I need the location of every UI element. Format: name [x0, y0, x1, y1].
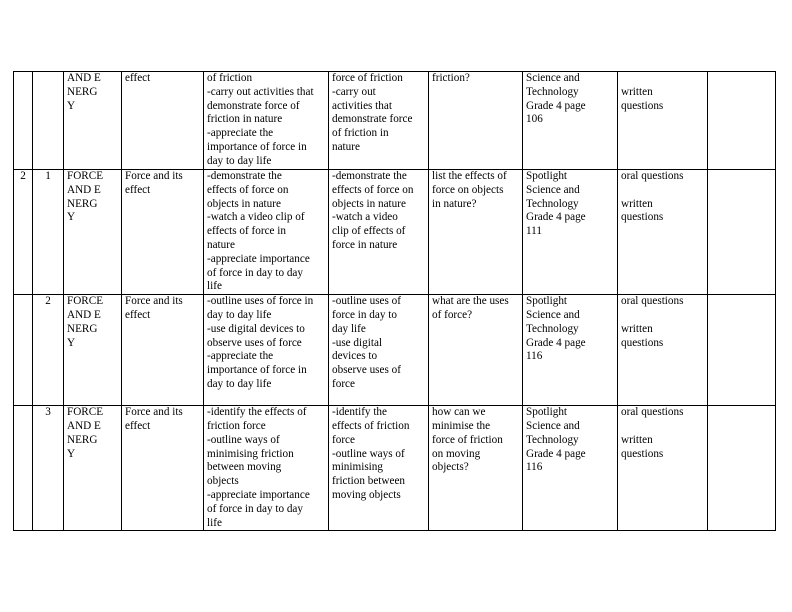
strand-cell	[64, 406, 122, 531]
cell-line: of force in day to day	[207, 266, 303, 279]
cell-line: objects in nature	[332, 197, 406, 210]
cell-line: list the effects of	[432, 170, 507, 182]
cell-line: of friction	[207, 72, 253, 84]
lesson-cell: 2	[33, 295, 64, 406]
cell-line: questions	[621, 447, 664, 460]
cell-line: effects of force in	[207, 225, 286, 238]
cell-line: oral questions	[621, 295, 684, 308]
cell-line: -demonstrate the	[332, 170, 407, 182]
key-inquiry-cell	[429, 406, 523, 531]
cell-line: written	[621, 322, 653, 335]
scheme-of-work-table	[13, 71, 776, 531]
cell-line	[621, 420, 704, 434]
reflection-cell	[708, 170, 776, 295]
cell-line: questions	[621, 211, 664, 224]
reflection-cell	[708, 72, 776, 170]
cell-line: day to day life	[207, 377, 272, 390]
lesson-cell: 3	[33, 406, 64, 531]
learning-outcomes-cell	[204, 170, 329, 295]
lesson-cell: 1	[33, 170, 64, 295]
cell-line: importance of force in	[207, 140, 307, 153]
strand-cell	[64, 170, 122, 295]
cell-line: life	[207, 280, 222, 293]
sub-strand-cell: Force and its effect	[122, 170, 204, 295]
cell-line: day to day life	[207, 154, 272, 167]
cell-line: force	[332, 377, 355, 390]
table-row	[14, 170, 776, 295]
cell-line: force of friction	[432, 433, 503, 446]
cell-line: oral questions	[621, 170, 684, 182]
cell-line: Technology	[526, 85, 579, 98]
cell-line: minimising friction	[207, 447, 294, 460]
cell-line: 116	[526, 350, 543, 363]
cell-line: -appreciate importance	[207, 488, 310, 501]
sub-strand-cell: Force and its effect	[122, 295, 204, 406]
cell-line: Spotlight	[526, 295, 568, 308]
cell-line: day to day life	[207, 308, 272, 321]
table-row	[14, 295, 776, 406]
cell-line: nature	[332, 140, 360, 153]
cell-line: activities that	[332, 99, 392, 112]
cell-line: Science and	[526, 72, 580, 84]
cell-line: objects in nature	[207, 197, 281, 210]
strand-cell	[64, 295, 122, 406]
strand-text: AND ENERG Y	[67, 72, 101, 112]
cell-line: force in day to	[332, 308, 397, 321]
cell-line: objects	[207, 475, 239, 488]
cell-line: -watch a video clip of	[207, 211, 305, 224]
cell-line: -watch a video	[332, 211, 398, 224]
assessment-cell	[618, 72, 708, 170]
assessment-cell	[618, 170, 708, 295]
cell-line: -demonstrate the	[207, 170, 282, 182]
reflection-cell	[708, 295, 776, 406]
week-cell	[14, 295, 33, 406]
cell-line: of force in day to day	[207, 502, 303, 515]
cell-line: observe uses of	[332, 364, 401, 377]
cell-line: on moving	[432, 447, 481, 460]
cell-line: -carry out activities that	[207, 85, 314, 98]
cell-line: demonstrate force of	[207, 99, 300, 112]
cell-line: friction force	[207, 419, 266, 432]
cell-line: of friction in	[332, 127, 389, 140]
cell-line: effects of force on	[207, 183, 289, 196]
learning-experiences-cell	[329, 295, 429, 406]
cell-line: oral questions	[621, 406, 684, 419]
cell-line: Spotlight	[526, 170, 568, 182]
cell-line: of force?	[432, 308, 473, 321]
week-cell: 2	[14, 170, 33, 295]
cell-line: Science and	[526, 308, 580, 321]
cell-line: in nature?	[432, 197, 477, 210]
cell-line: between moving	[207, 461, 282, 474]
cell-line: objects?	[432, 461, 469, 474]
cell-line: 106	[526, 113, 543, 126]
cell-line	[621, 184, 704, 198]
cell-line: written	[621, 85, 653, 98]
learning-outcomes-cell	[204, 406, 329, 531]
cell-line: force	[332, 433, 355, 446]
cell-line: force in nature	[332, 238, 398, 251]
cell-line: force on objects	[432, 183, 504, 196]
cell-line	[621, 72, 704, 86]
cell-line: observe uses of force	[207, 336, 302, 349]
sub-strand-cell: effect	[122, 72, 204, 170]
cell-line: -appreciate the	[207, 350, 274, 363]
cell-line: nature	[207, 238, 235, 251]
cell-line: -identify the	[332, 406, 387, 419]
strand-text: FORCE AND ENERG Y	[67, 406, 104, 460]
cell-line: moving objects	[332, 488, 401, 501]
assessment-cell	[618, 406, 708, 531]
cell-line: day life	[332, 322, 366, 335]
cell-line: 116	[526, 461, 543, 474]
table-row	[14, 406, 776, 531]
cell-line: importance of force in	[207, 364, 307, 377]
cell-line: effects of friction	[332, 419, 410, 432]
cell-line: -outline ways of	[332, 447, 405, 460]
cell-line: questions	[621, 99, 664, 112]
sub-strand-cell: Force and its effect	[122, 406, 204, 531]
cell-line: -identify the effects of	[207, 406, 307, 419]
strand-cell	[64, 72, 122, 170]
cell-line: -outline uses of	[332, 295, 401, 308]
lesson-cell	[33, 72, 64, 170]
cell-line: Technology	[526, 433, 579, 446]
assessment-cell	[618, 295, 708, 406]
cell-line: Grade 4 page	[526, 99, 586, 112]
cell-line: minimise the	[432, 419, 491, 432]
cell-line: devices to	[332, 350, 378, 363]
learning-experiences-cell	[329, 72, 429, 170]
learning-resources-cell	[523, 406, 618, 531]
key-inquiry-cell	[429, 170, 523, 295]
cell-line: minimising	[332, 461, 383, 474]
cell-line: force of friction	[332, 72, 403, 84]
cell-line: friction in nature	[207, 113, 283, 126]
cell-line: demonstrate force	[332, 113, 413, 126]
reflection-cell	[708, 406, 776, 531]
learning-resources-cell	[523, 170, 618, 295]
key-inquiry-cell	[429, 72, 523, 170]
strand-text: FORCE AND ENERG Y	[67, 170, 104, 224]
cell-line: friction between	[332, 475, 405, 488]
cell-line: written	[621, 433, 653, 446]
cell-line: Technology	[526, 322, 579, 335]
learning-experiences-cell	[329, 406, 429, 531]
cell-line: Science and	[526, 419, 580, 432]
learning-experiences-cell	[329, 170, 429, 295]
learning-outcomes-cell	[204, 72, 329, 170]
cell-line: -outline ways of	[207, 433, 280, 446]
cell-line: how can we	[432, 406, 486, 419]
week-cell	[14, 406, 33, 531]
cell-line: Spotlight	[526, 406, 568, 419]
cell-line: -carry out	[332, 85, 376, 98]
cell-line: Grade 4 page	[526, 447, 586, 460]
cell-line: friction?	[432, 72, 470, 84]
cell-line: Technology	[526, 197, 579, 210]
strand-text: FORCE AND ENERG Y	[67, 295, 104, 349]
cell-line: life	[207, 516, 222, 529]
cell-line: what are the uses	[432, 295, 509, 308]
learning-resources-cell	[523, 295, 618, 406]
cell-line: written	[621, 197, 653, 210]
cell-line: -appreciate the	[207, 127, 274, 140]
learning-resources-cell	[523, 72, 618, 170]
table-row	[14, 72, 776, 170]
cell-line: Grade 4 page	[526, 336, 586, 349]
learning-outcomes-cell	[204, 295, 329, 406]
cell-line: -appreciate importance	[207, 252, 310, 265]
cell-line: Science and	[526, 183, 580, 196]
cell-line: effects of force on	[332, 183, 414, 196]
cell-line: -use digital devices to	[207, 322, 305, 335]
key-inquiry-cell	[429, 295, 523, 406]
cell-line: -outline uses of force in	[207, 295, 314, 308]
cell-line: 111	[526, 225, 542, 238]
table-body	[14, 72, 776, 531]
cell-line: Grade 4 page	[526, 211, 586, 224]
week-cell	[14, 72, 33, 170]
cell-line: questions	[621, 336, 664, 349]
cell-line	[621, 309, 704, 323]
cell-line: clip of effects of	[332, 225, 406, 238]
cell-line: -use digital	[332, 336, 383, 349]
